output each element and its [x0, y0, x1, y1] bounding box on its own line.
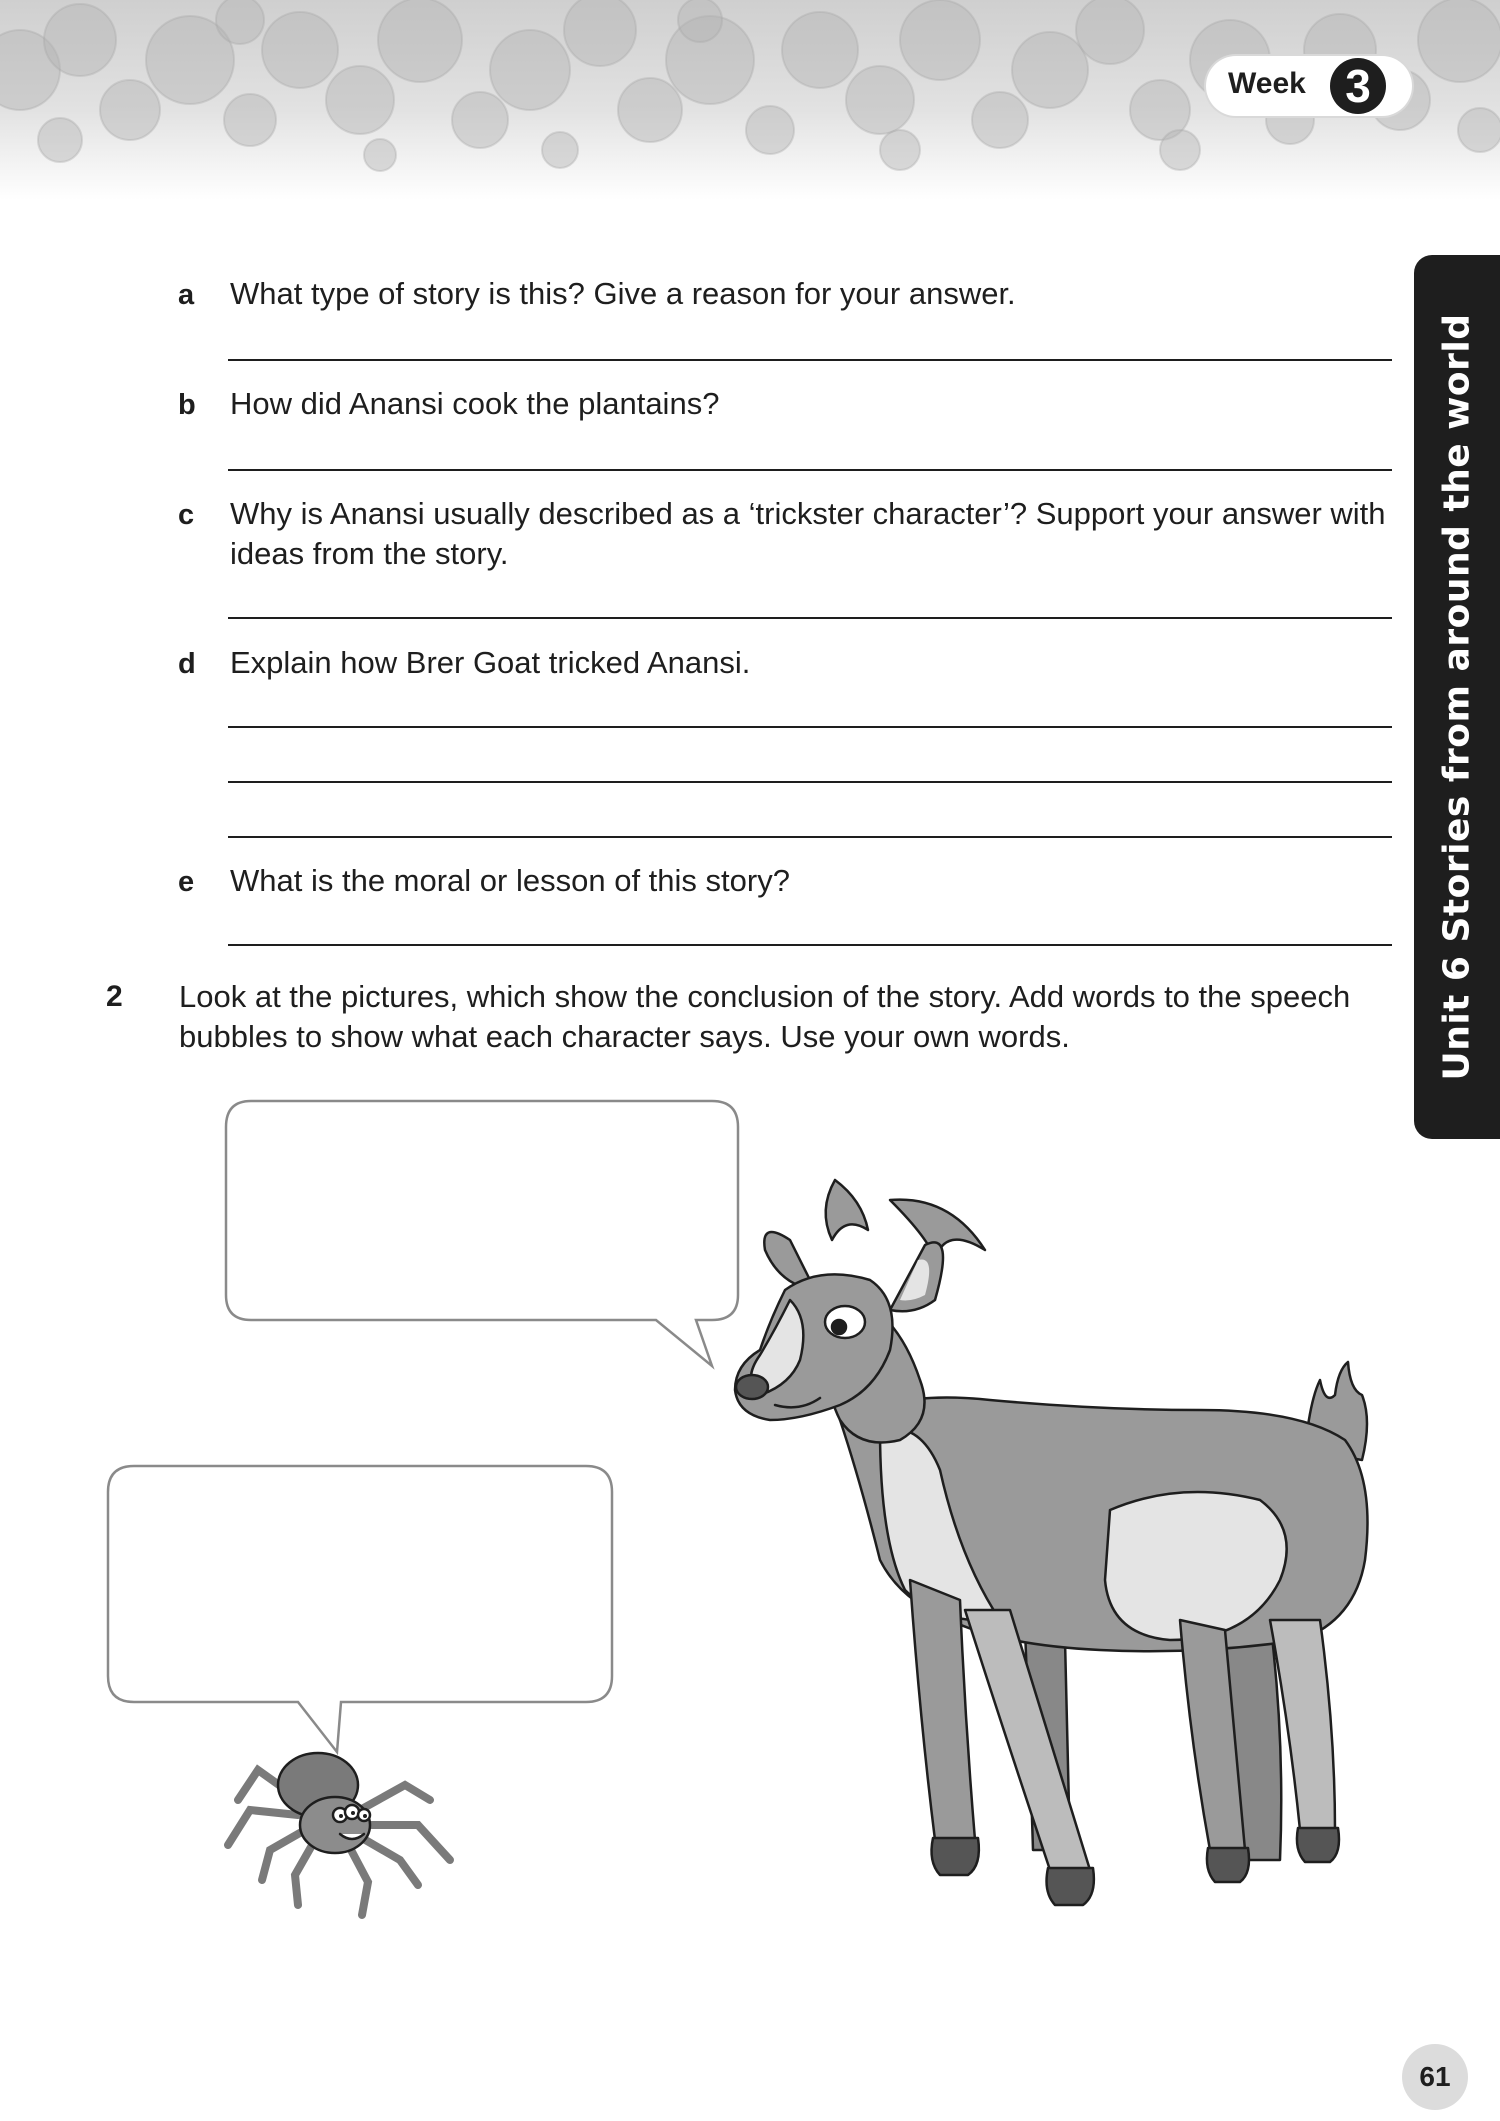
week-label: Week [1228, 67, 1306, 100]
question-a-letter: a [178, 279, 195, 311]
question-c-letter: c [178, 499, 195, 531]
question-b-letter: b [178, 389, 196, 421]
unit-title: Unit 6 Stories from around the world [1436, 313, 1478, 1081]
question-2-number: 2 [106, 980, 123, 1013]
question-e-letter: e [178, 866, 195, 898]
goat-speech-bubble[interactable] [226, 1101, 738, 1366]
week-number: 3 [1330, 58, 1386, 114]
question-c-text: Why is Anansi usually described as a ‘trickster character’? Support your answer with ideas from the story. [230, 496, 1386, 571]
spider-illustration [228, 1753, 450, 1915]
question-e-text: What is the moral or lesson of this story? [230, 863, 790, 898]
question-a-text: What type of story is this? Give a reason for your answer. [230, 276, 1016, 311]
question-2-text: Look at the pictures, which show the conclusion of the story. Add words to the speech bubbles to show what each character says. Use your own words. [179, 979, 1351, 1054]
goat-illustration [735, 1180, 1368, 1905]
page-number: 61 [1402, 2044, 1468, 2110]
question-b-text: How did Anansi cook the plantains? [230, 386, 720, 421]
question-d-text: Explain how Brer Goat tricked Anansi. [230, 645, 751, 680]
question-d-letter: d [178, 648, 196, 680]
spider-speech-bubble[interactable] [108, 1466, 612, 1752]
